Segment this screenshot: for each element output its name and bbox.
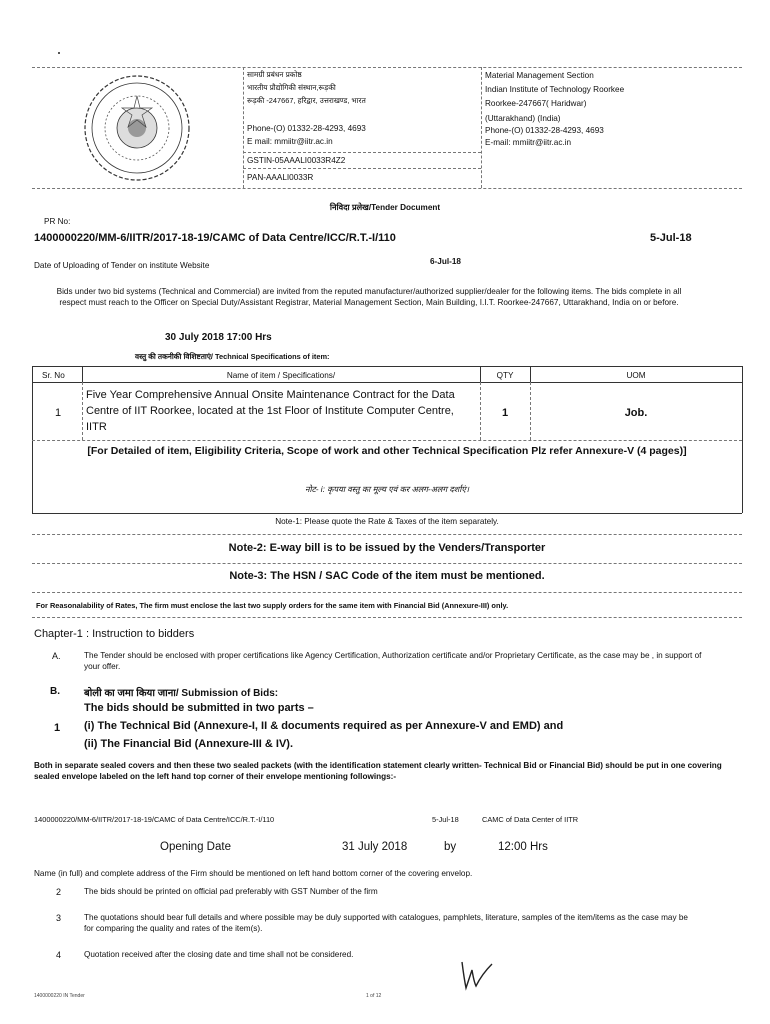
name-address-text: Name (in full) and complete address of the Firm should be mentioned on left hand bottom corner of the covering envelop. — [34, 869, 473, 878]
note-1-line — [32, 534, 742, 535]
header-english-block — [485, 70, 624, 148]
bid-part-ii: (ii) The Financial Bid (Annexure-III & IV). — [84, 738, 294, 750]
item-3-text: The quotations should bear full details and where possible may be duly supported with catalogues, pamphlets, literature, samples of the item/items as the case may be for comparing the quality and rates of the item(s). — [84, 913, 688, 934]
item-3-label: 3 — [56, 913, 62, 923]
pr-label: PR No: — [44, 217, 71, 226]
table-bottom-border — [32, 513, 742, 514]
envelope-date: 5-Jul-18 — [432, 815, 459, 824]
reasonability-line — [32, 617, 742, 618]
item-4-text: Quotation received after the closing date and time shall not be considered. — [84, 950, 354, 959]
header-bottom-border — [32, 188, 742, 189]
row-sr: 1 — [55, 407, 62, 419]
upload-label: Date of Uploading of Tender on institute Website — [34, 261, 210, 270]
row-qty: 1 — [501, 407, 509, 419]
item-b-label: B. — [50, 686, 60, 697]
footer-left: 1400000220 IN Tender — [34, 993, 85, 999]
item-a-text: The Tender should be enclosed with proper certifications like Agency Certification, Authorization certificate and/or Proprietary Certificate, as the case may be , in support of your offer. — [84, 651, 702, 672]
item-b-text: बोली का जमा किया जाना/ Submission of Bids: — [84, 688, 279, 699]
header-english-line: E-mail: mmiitr@iitr.ac.in — [485, 138, 572, 148]
col-header-uom: UOM — [626, 371, 646, 380]
table-right-border — [742, 366, 743, 513]
bids-two-parts: The bids should be submitted in two parts – — [84, 702, 314, 714]
iitr-seal-logo — [82, 73, 192, 183]
sealed-covers-text: Both in separate sealed covers and then these two sealed packets (with the identification statement clearly written- Technical Bid or Financial Bid) should be put in one covering sealed envelope labeled on the left hand top corner of their envelope mentioning followings:- — [34, 761, 722, 782]
tender-date: 5-Jul-18 — [650, 232, 692, 244]
gstin-top-line — [243, 152, 481, 153]
intro-paragraph: Bids under two bid systems (Technical and Commercial) are invited from the reputed manufacturer/authorized supplier/dealer for the following items. The bids complete in all respect must reach to the Officer on Special Duty/Assistant Registrar, Material Management Section, Main Building, I.I.T. Roorkee-247667, Uttarakhand, India on or before. — [56, 287, 682, 308]
signature-mark — [458, 956, 494, 996]
note-2: Note-2: E-way bill is to be issued by the Venders/Transporter — [228, 542, 546, 554]
note-3-line — [32, 592, 742, 593]
hindi-note: नोट- i: कृपया वस्तु का मूल्य एवं कर अलग-अलग दर्शाएं। — [304, 485, 470, 494]
header-hindi-line: भारतीय प्रौद्योगिकी संस्थान,रूड़की — [247, 82, 336, 92]
spec-heading: वस्तु की तकनीकी विशिष्टताएं/ Technical Specifications of item: — [135, 352, 330, 361]
header-phone: Phone-(O) 01332-28-4293, 4693 — [247, 124, 366, 133]
header-divider-1 — [243, 67, 244, 188]
doc-title: निविदा प्रलेख/Tender Document — [329, 203, 441, 212]
pan-top-line — [243, 168, 481, 169]
header-top-border — [32, 67, 742, 68]
table-header-border — [32, 382, 742, 383]
row-bottom-border — [32, 440, 742, 441]
header-hindi-line: रूड़की -247667, हरिद्वार, उत्तराखण्ड, भारत — [247, 95, 366, 105]
opening-time: 12:00 Hrs — [498, 841, 548, 853]
envelope-ref: 1400000220/MM-6/IITR/2017-18-19/CAMC of Data Centre/ICC/R.T.-I/110 — [34, 815, 275, 824]
tender-reference: 1400000220/MM-6/IITR/2017-18-19/CAMC of Data Centre/ICC/R.T.-I/110 — [34, 232, 396, 244]
header-hindi-block — [247, 70, 366, 106]
item-2-text: The bids should be printed on official pad preferably with GST Number of the firm — [84, 887, 378, 896]
opening-date: 31 July 2018 — [342, 841, 408, 853]
note-3: Note-3: The HSN / SAC Code of the item must be mentioned. — [229, 570, 545, 582]
scan-mark — [58, 52, 60, 54]
row-uom: Job. — [624, 407, 648, 419]
bid-part-i: (i) The Technical Bid (Annexure-I, II & documents required as per Annexure-V and EMD) and — [84, 720, 564, 732]
header-divider-2 — [481, 67, 482, 188]
col-header-name: Name of item / Specifications/ — [226, 371, 336, 380]
col-header-sr: Sr. No — [42, 371, 65, 380]
header-english-line: (Uttarakhand) (India) — [485, 114, 561, 124]
opening-label: Opening Date — [160, 841, 231, 853]
header-english-line: Material Management Section — [485, 71, 594, 80]
table-top-border — [32, 366, 742, 367]
reasonability-note: For Reasonalability of Rates, The firm must enclose the last two supply orders for the same item with Financial Bid (Annexure-III) only. — [36, 601, 509, 610]
footer-page: 1 of 12 — [366, 993, 382, 999]
detail-note: [For Detailed of item, Eligibility Criteria, Scope of work and other Technical Specification Plz refer Annexure-V (4 pages)] — [87, 445, 687, 457]
row-item-name: Five Year Comprehensive Annual Onsite Maintenance Contract for the Data Centre of IIT Roorkee, located at the 1st Floor of Institute Computer Centre, IITR — [86, 389, 455, 433]
col-header-qty: QTY — [496, 371, 514, 380]
table-col-divider-1b — [82, 382, 83, 440]
item-4-label: 4 — [56, 950, 62, 960]
item-a-label: A. — [52, 651, 61, 661]
note-2-line — [32, 563, 742, 564]
header-gstin: GSTIN-05AAALI0033R4Z2 — [247, 156, 346, 165]
header-english-line: Indian Institute of Technology Roorkee — [485, 85, 625, 95]
opening-by: by — [444, 841, 457, 853]
item-2-label: 2 — [56, 887, 62, 897]
header-english-line: Roorkee-247667( Haridwar) — [485, 99, 587, 109]
note-1: Note-1: Please quote the Rate & Taxes of the item separately. — [275, 517, 499, 526]
header-email: E mail: mmiitr@iitr.ac.in — [247, 137, 333, 147]
upload-date: 6-Jul-18 — [430, 257, 461, 266]
chapter-title: Chapter-1 : Instruction to bidders — [34, 628, 195, 640]
header-english-line: Phone-(O) 01332-28-4293, 4693 — [485, 126, 604, 136]
submission-deadline: 30 July 2018 17:00 Hrs — [165, 332, 272, 343]
envelope-camc: CAMC of Data Center of IITR — [482, 815, 579, 824]
header-contact-block — [247, 123, 366, 147]
item-1-label: 1 — [54, 722, 61, 734]
header-hindi-line: सामग्री प्रबंधन प्रकोष्ठ — [247, 70, 302, 79]
header-pan: PAN-AAALI0033R — [247, 173, 314, 182]
